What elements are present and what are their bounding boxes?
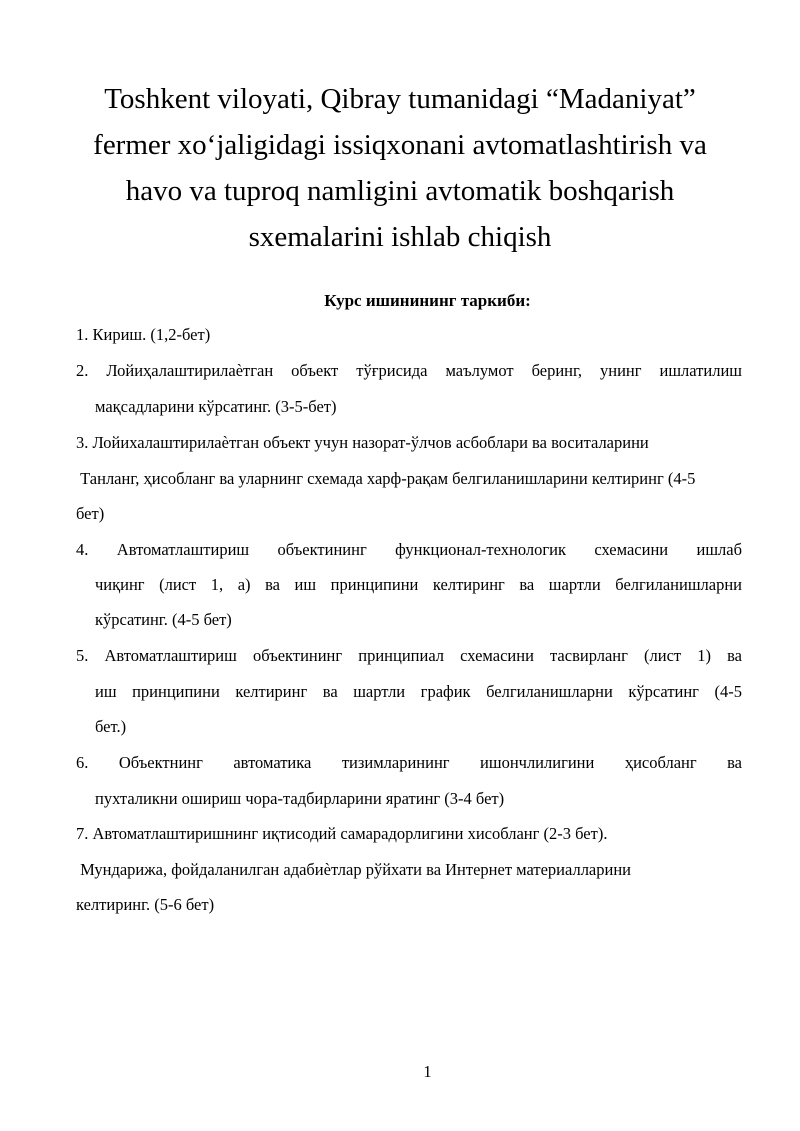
contents-line: 1. Кириш. (1,2-бет) [76, 325, 211, 344]
contents-line: 5. Автоматлаштириш объектининг принципиал схемасини тасвирланг (лист 1) ва [76, 646, 742, 665]
contents-line: мақсадларини кўрсатинг. (3-5-бет) [95, 397, 337, 416]
contents-line: пухталикни ошириш чора-тадбирларини яратинг (3-4 бет) [95, 789, 505, 808]
title-line: Toshkent viloyati, Qibray tumanidagi “Madaniyat” [104, 83, 696, 115]
contents-line: 2. Лойиҳалаштирилаѐтган объект тўғрисида маълумот беринг, унинг ишлатилиш [76, 361, 742, 380]
contents-line: Танланг, ҳисобланг ва уларнинг схемада харф-рақам белгиланишларини келтиринг (4-5 [76, 469, 696, 488]
contents-line: бет) [76, 504, 105, 523]
contents-line: 7. Автоматлаштиришнинг иқтисодий самарадорлигини хисобланг (2-3 бет). [76, 824, 608, 843]
title-line: havo va tuproq namligini avtomatik boshqarish [125, 175, 675, 207]
title-line: sxemalarini ishlab chiqish [248, 221, 552, 253]
contents-line: бет.) [95, 717, 127, 736]
contents-heading: Курс ишинининг таркиби: [324, 291, 531, 310]
document-title [60, 76, 740, 260]
contents-line: 6. Объектнинг автоматика тизимларининг ишончлилигини ҳисобланг ва [76, 753, 742, 772]
contents-line: иш принципини келтиринг ва шартли график белгиланишларни кўрсатинг (4-5 [95, 682, 742, 701]
contents-line: чиқинг (лист 1, а) ва иш принципини келтиринг ва шартли белгиланишларни [95, 575, 742, 594]
contents-line: келтиринг. (5-6 бет) [76, 895, 215, 914]
page-number: 1 [423, 1062, 432, 1081]
contents-line: кўрсатинг. (4-5 бет) [95, 610, 232, 629]
contents-line: 4. Автоматлаштириш объектининг функционал-технологик схемасини ишлаб [76, 540, 742, 559]
contents-line: Мундарижа, фойдаланилган адабиѐтлар рўйхати ва Интернет материалларини [76, 860, 631, 879]
contents-line: 3. Лойихалаштирилаѐтган объект учун назорат-ўлчов асбоблари ва воситаларини [76, 433, 649, 452]
title-line: fermer xo‘jaligidagi issiqxonani avtomatlashtirish va [93, 129, 707, 161]
